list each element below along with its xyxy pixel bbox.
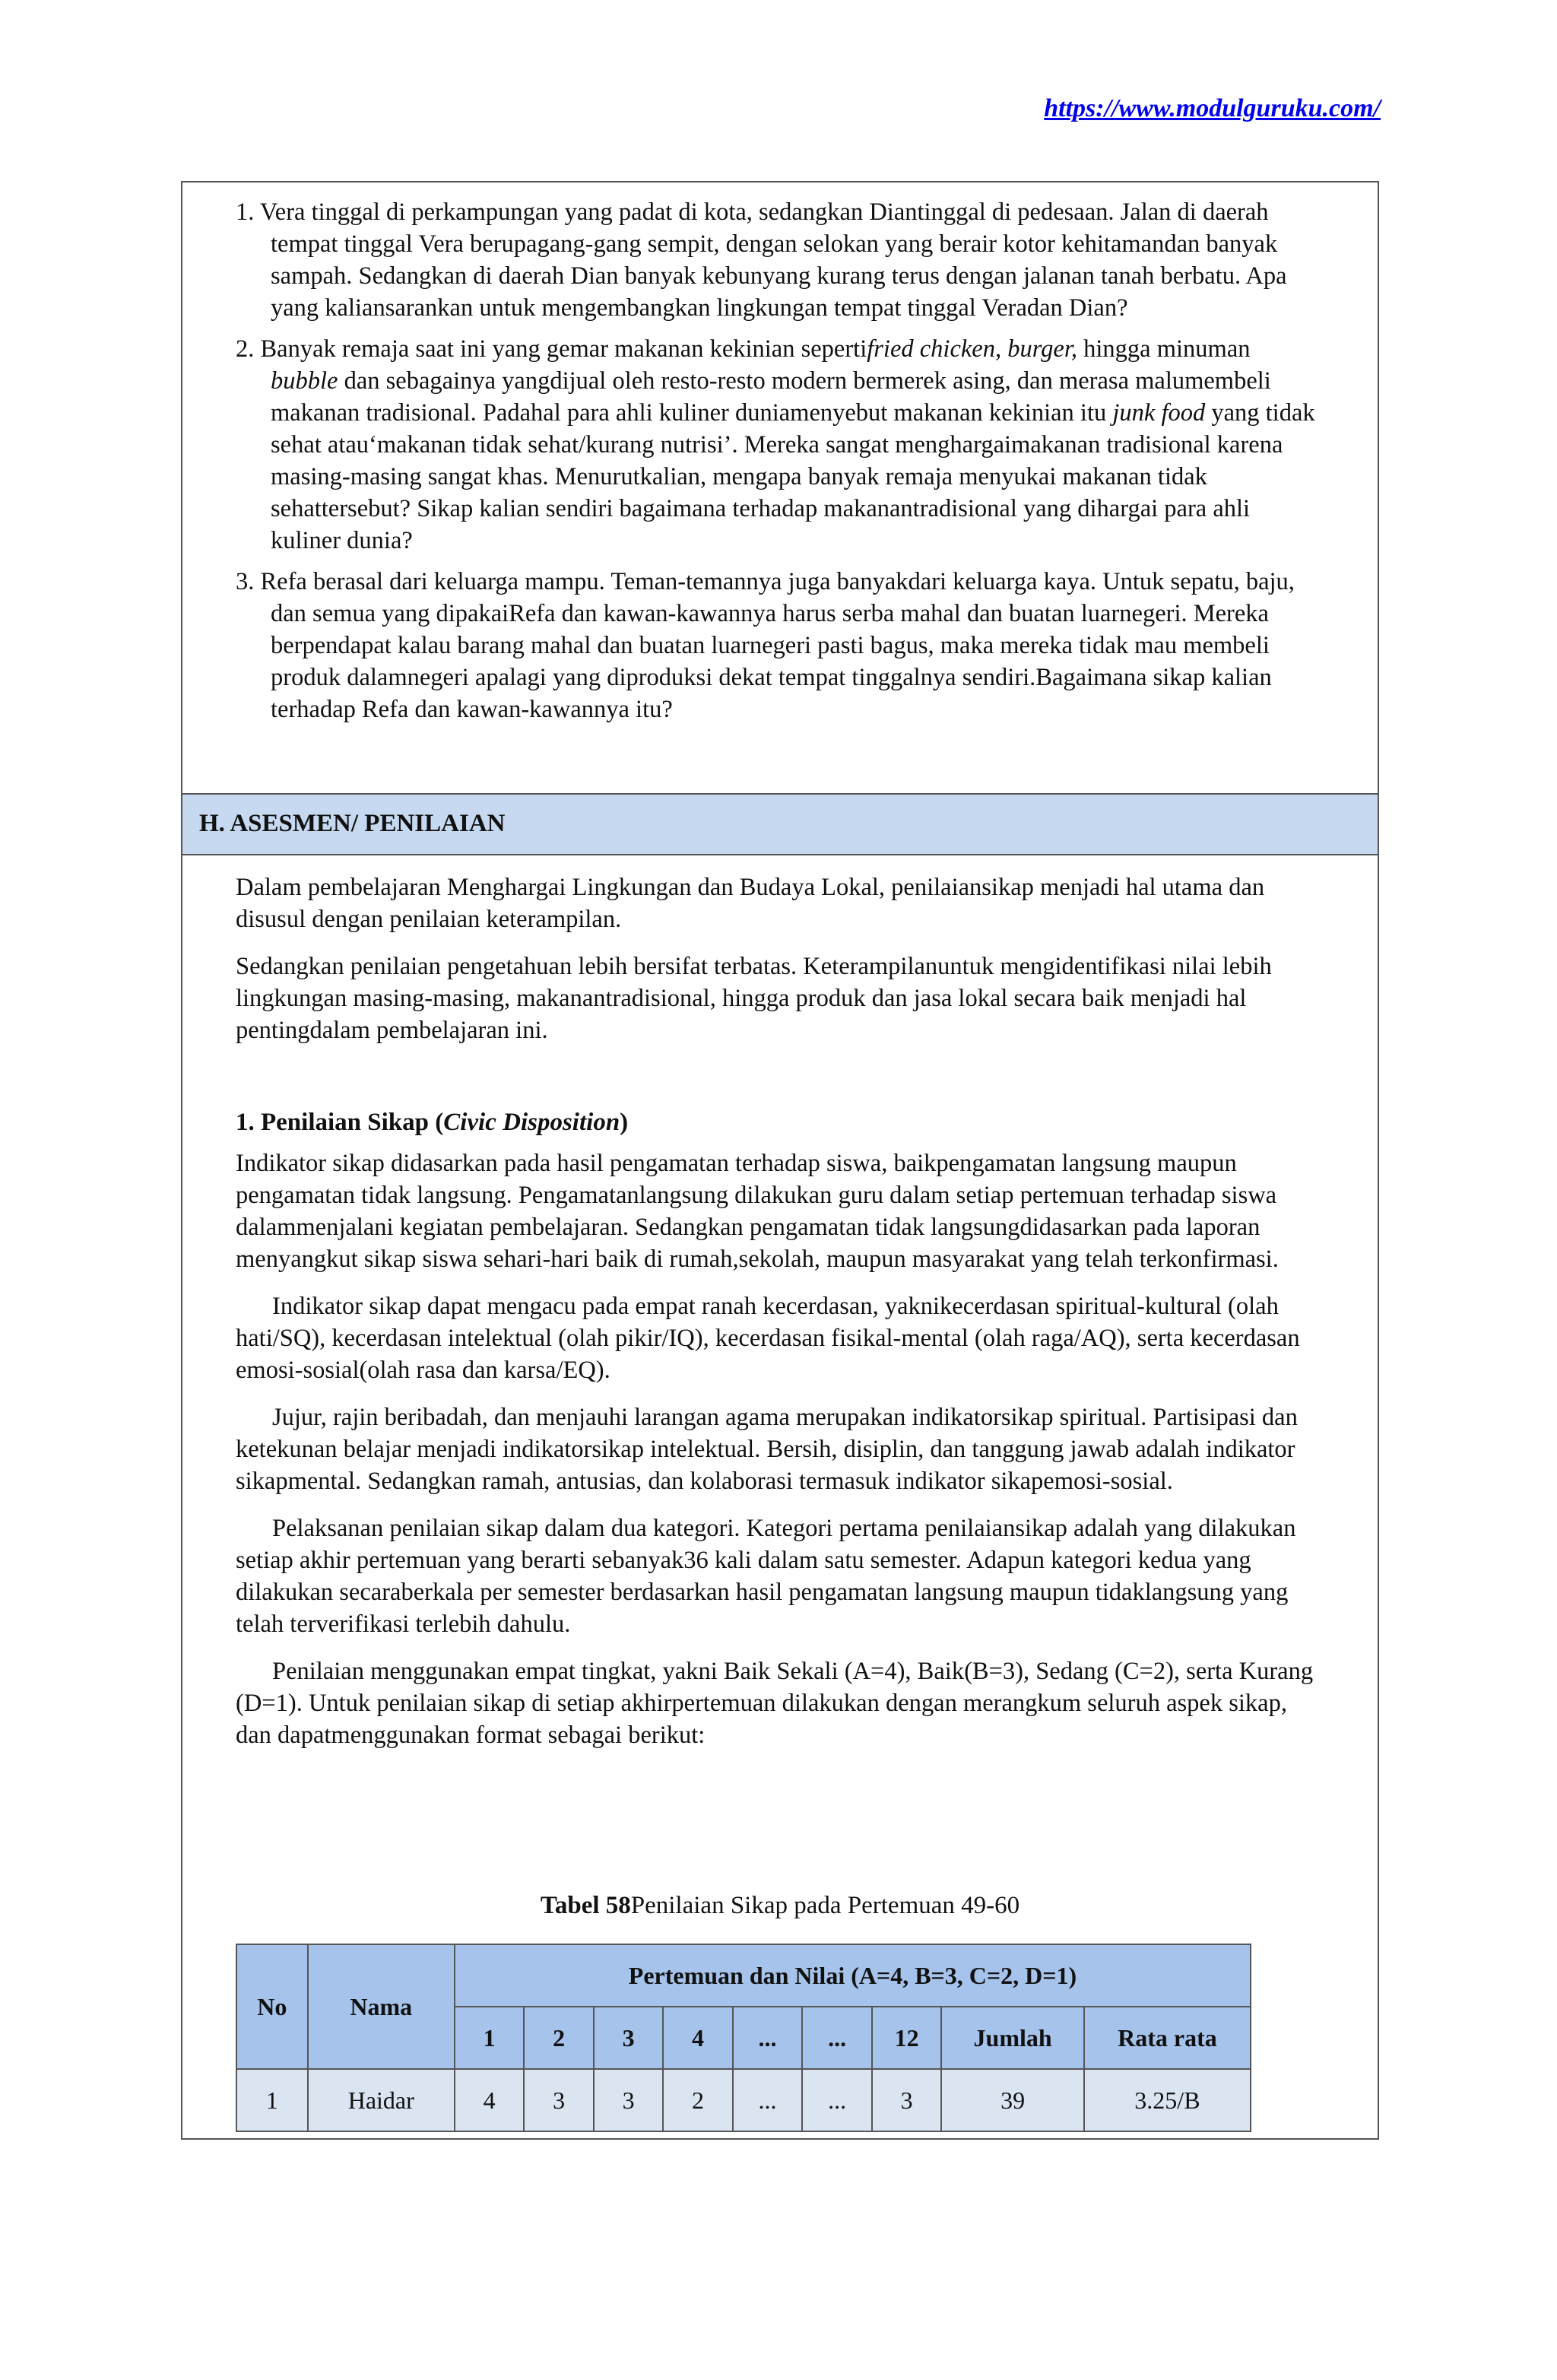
section-heading-band <box>182 793 1378 855</box>
cell-score: 3 <box>594 2069 663 2131</box>
subsection-title <box>236 1109 1323 1137</box>
subheader-cell: 2 <box>524 2007 593 2069</box>
subheader-cell: 12 <box>872 2007 942 2069</box>
table-caption <box>182 1892 1378 1920</box>
subheader-cell: 1 <box>455 2007 524 2069</box>
subheader-cell: Rata rata <box>1084 2007 1251 2069</box>
header-meeting-group: Pertemuan dan Nilai (A=4, B=3, C=2, D=1) <box>455 1944 1251 2007</box>
intro-paragraph: Dalam pembelajaran Menghargai Lingkungan dan Budaya Lokal, penilaiansikap menjadi hal utama dan disusul dengan penilaian keterampilan. <box>236 874 1265 933</box>
cell-score: 4 <box>455 2069 524 2131</box>
cell-no: 1 <box>236 2069 308 2131</box>
subheader-cell: Jumlah <box>941 2007 1083 2069</box>
table-row <box>236 2069 1251 2131</box>
subsection-title-italic: Civic Disposition <box>443 1109 620 1136</box>
table-header-row <box>236 1944 1251 2007</box>
subheader-cell: ... <box>733 2007 803 2069</box>
cell-nama: Haidar <box>308 2069 455 2131</box>
cell-total: 39 <box>941 2069 1083 2131</box>
body-paragraph: Penilaian menggunakan empat tingkat, yakni Baik Sekali (A=4), Baik(B=3), Sedang (C=2), serta Kurang (D=1). Untuk penilaian sikap di setiap akhirpertemuan dilakukan dengan merangkum seluruh aspek sikap, dan dapatmenggunakan format sebagai berikut: <box>236 1658 1314 1749</box>
table-caption-text: Penilaian Sikap pada Pertemuan 49-60 <box>630 1892 1020 1919</box>
question-list <box>236 196 1323 735</box>
assessment-intro <box>236 871 1323 1061</box>
section-heading: H. ASESMEN/ PENILAIAN <box>199 810 506 837</box>
cell-score: 3 <box>524 2069 593 2131</box>
website-link[interactable]: https://www.modulguruku.com/ <box>1044 94 1381 122</box>
subsection-title-prefix: 1. Penilaian Sikap ( <box>236 1109 444 1136</box>
cell-score: 3 <box>872 2069 942 2131</box>
question-item-1: 1. Vera tinggal di perkampungan yang padat di kota, sedangkan Diantinggal di pedesaan. Jalan di daerah tempat tinggal Vera berupagang-gang sempit, dengan selokan yang berair kotor kehitamandan banyak sampah. Sedangkan di daerah Dian banyak kebunyang kurang terus dengan jalanan tanah berbatu. Apa yang kaliansarankan untuk mengembangkan lingkungan tempat tinggal Veradan Dian? <box>236 198 1287 322</box>
cell-score: ... <box>802 2069 872 2131</box>
civic-disposition-section <box>236 1109 1323 1766</box>
content-frame <box>181 181 1379 2140</box>
body-paragraph: Indikator sikap didasarkan pada hasil pengamatan terhadap siswa, baikpengamatan langsung maupun pengamatan tidak langsung. Pengamatanlangsung dilakukan guru dalam setiap pertemuan terhadap siswa dalammenjalani kegiatan pembelajaran. Sedangkan pengamatan tidak langsungdidasarkan pada laporan menyangkut sikap siswa sehari-hari baik di rumah,sekolah, maupun masyarakat yang telah terkonfirmasi. <box>236 1150 1279 1273</box>
subsection-title-suffix: ) <box>620 1109 629 1136</box>
attitude-score-table <box>236 1944 1251 2132</box>
subheader-cell: ... <box>802 2007 872 2069</box>
table-caption-label: Tabel 58 <box>540 1892 631 1919</box>
question-item-3: 3. Refa berasal dari keluarga mampu. Teman-temannya juga banyakdari keluarga kaya. Untuk sepatu, baju, dan semua yang dipakaiRefa dan kawan-kawannya harus serba mahal dan buatan luarnegeri. Mereka berpendapat kalau barang mahal dan buatan luarnegeri pasti bagus, maka mereka tidak mau membeli produk dalamnegeri apalagi yang diproduksi dekat tempat tinggalnya sendiri.Bagaimana sikap kalian terhadap Refa dan kawan-kawannya itu? <box>236 568 1295 723</box>
subheader-cell: 4 <box>663 2007 732 2069</box>
body-paragraph: Indikator sikap dapat mengacu pada empat ranah kecerdasan, yaknikecerdasan spiritual-kultural (olah hati/SQ), kecerdasan intelektual (olah pikir/IQ), kecerdasan fisikal-mental (olah raga/AQ), serta kecerdasan emosi-sosial(olah rasa dan karsa/EQ). <box>236 1293 1300 1384</box>
cell-score: 2 <box>663 2069 732 2131</box>
question-item-2: 2. Banyak remaja saat ini yang gemar makanan kekinian sepertifried chicken, burger, hingga minuman bubble dan sebagainya yangdijual oleh resto-resto modern bermerek asing, dan merasa malumembeli makanan tradisional. Padahal para ahli kuliner duniamenyebut makanan kekinian itu junk food yang tidak sehat atau‘makanan tidak sehat/kurang nutrisi’. Mereka sangat menghargaimakanan tradisional karena masing-masing sangat khas. Menurutkalian, mengapa banyak remaja menyukai makanan tidak sehattersebut? Sikap kalian sendiri bagaimana terhadap makanantradisional yang dihargai para ahli kuliner dunia? <box>236 335 1315 554</box>
cell-score: ... <box>733 2069 803 2131</box>
body-paragraph: Pelaksanan penilaian sikap dalam dua kategori. Kategori pertama penilaiansikap adalah yang dilakukan setiap akhir pertemuan yang berarti sebanyak36 kali dalam satu semester. Adapun kategori kedua yang dilakukan secaraberkala per semester berdasarkan hasil pengamatan langsung maupun tidaklangsung yang telah terverifikasi terlebih dahulu. <box>236 1515 1296 1638</box>
intro-paragraph: Sedangkan penilaian pengetahuan lebih bersifat terbatas. Keterampilanuntuk mengidentifikasi nilai lebih lingkungan masing-masing, makanantradisional, hingga produk dan jasa lokal secara baik menjadi hal pentingdalam pembelajaran ini. <box>236 953 1272 1044</box>
cell-average: 3.25/B <box>1084 2069 1251 2131</box>
subheader-cell: 3 <box>594 2007 663 2069</box>
body-paragraph: Jujur, rajin beribadah, dan menjauhi larangan agama merupakan indikatorsikap spiritual. Partisipasi dan ketekunan belajar menjadi indikatorsikap intelektual. Bersih, disiplin, dan tanggung jawab adalah indikator sikapmental. Sedangkan ramah, antusias, dan kolaborasi termasuk indikator sikapemosi-sosial. <box>236 1404 1298 1495</box>
header-nama: Nama <box>308 1944 455 2069</box>
header-no: No <box>236 1944 308 2069</box>
